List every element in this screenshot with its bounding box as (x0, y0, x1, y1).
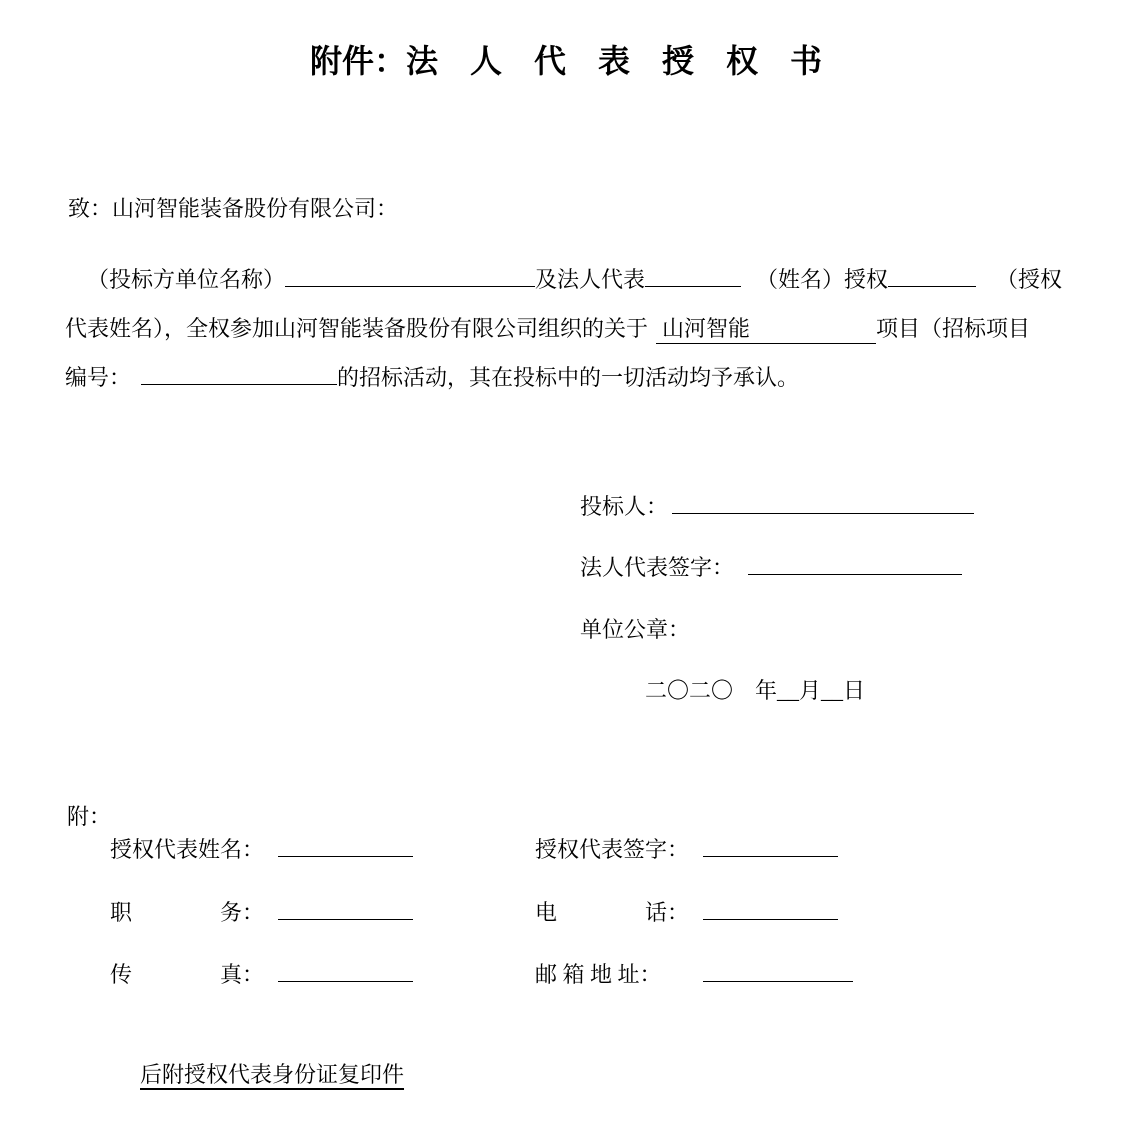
blank-bidder-unit-name (285, 267, 535, 287)
project-name-fill-text: 山河智能 (662, 316, 751, 341)
fax-label: 传 真： (110, 962, 265, 987)
field-fax (110, 958, 413, 989)
blank-authorized-rep-name (888, 267, 976, 287)
legal-rep-sign-label: 法人代表签字： (580, 555, 735, 580)
body-line-2 (65, 304, 1127, 353)
body-text-unit-name-label: （投标方单位名称） (87, 267, 286, 292)
blank-legal-rep-name (645, 267, 741, 287)
footer-note: 后附授权代表身份证复印件 (140, 1062, 405, 1087)
blank-phone (703, 900, 838, 920)
blank-project-name-filled (656, 314, 876, 344)
attachment-heading: 附： (67, 804, 112, 829)
blank-rep-name (278, 837, 413, 857)
field-position (110, 896, 413, 927)
signature-row-seal (580, 613, 690, 644)
salutation-line: 致：山河智能装备股份有限公司： (68, 196, 399, 221)
blank-email (703, 962, 853, 982)
seal-label: 单位公章： (580, 617, 691, 642)
body-text-number-label: 编号： (65, 365, 132, 390)
field-rep-sign (535, 833, 838, 864)
body-line-1 (65, 255, 1127, 304)
phone-label: 电 话： (535, 900, 690, 925)
blank-rep-sign (703, 837, 838, 857)
body-text-participation: 代表姓名），全权参加山河智能装备股份有限公司组织的关于 (65, 316, 649, 341)
body-text-name-authorizes: （姓名）授权 (756, 267, 889, 292)
email-label: 邮 箱 地 址： (535, 962, 662, 987)
body-text-closing: 的招标活动，其在投标中的一切活动均予承认。 (337, 365, 800, 390)
signature-row-legal-rep (580, 551, 962, 582)
bidder-label: 投标人： (580, 494, 669, 519)
body-line-3 (65, 353, 1127, 402)
position-label: 职 务： (110, 900, 265, 925)
rep-sign-label: 授权代表签字： (535, 837, 690, 862)
blank-fax (278, 962, 413, 982)
body-text-authorized-open: （授权 (996, 267, 1063, 292)
signature-row-bidder (580, 490, 974, 521)
body-text-project: 项目（招标项目 (876, 316, 1031, 341)
body-paragraph (65, 255, 1127, 402)
blank-legal-rep-signature (748, 555, 962, 575)
rep-name-label: 授权代表姓名： (110, 837, 265, 862)
date-line: 二〇二〇 年__月__日 (645, 678, 866, 703)
field-email (535, 958, 853, 989)
body-text-legal-rep: 及法人代表 (535, 267, 646, 292)
blank-bidder-signature (672, 494, 974, 514)
attachment-row-3 (110, 958, 853, 989)
field-rep-name (110, 833, 413, 864)
blank-tender-number (141, 365, 337, 385)
document-title: 附件：法 人 代 表 授 权 书 (309, 43, 822, 79)
attachment-row-2 (110, 896, 838, 927)
blank-position (278, 900, 413, 920)
attachment-row-1 (110, 833, 838, 864)
field-phone (535, 896, 838, 927)
